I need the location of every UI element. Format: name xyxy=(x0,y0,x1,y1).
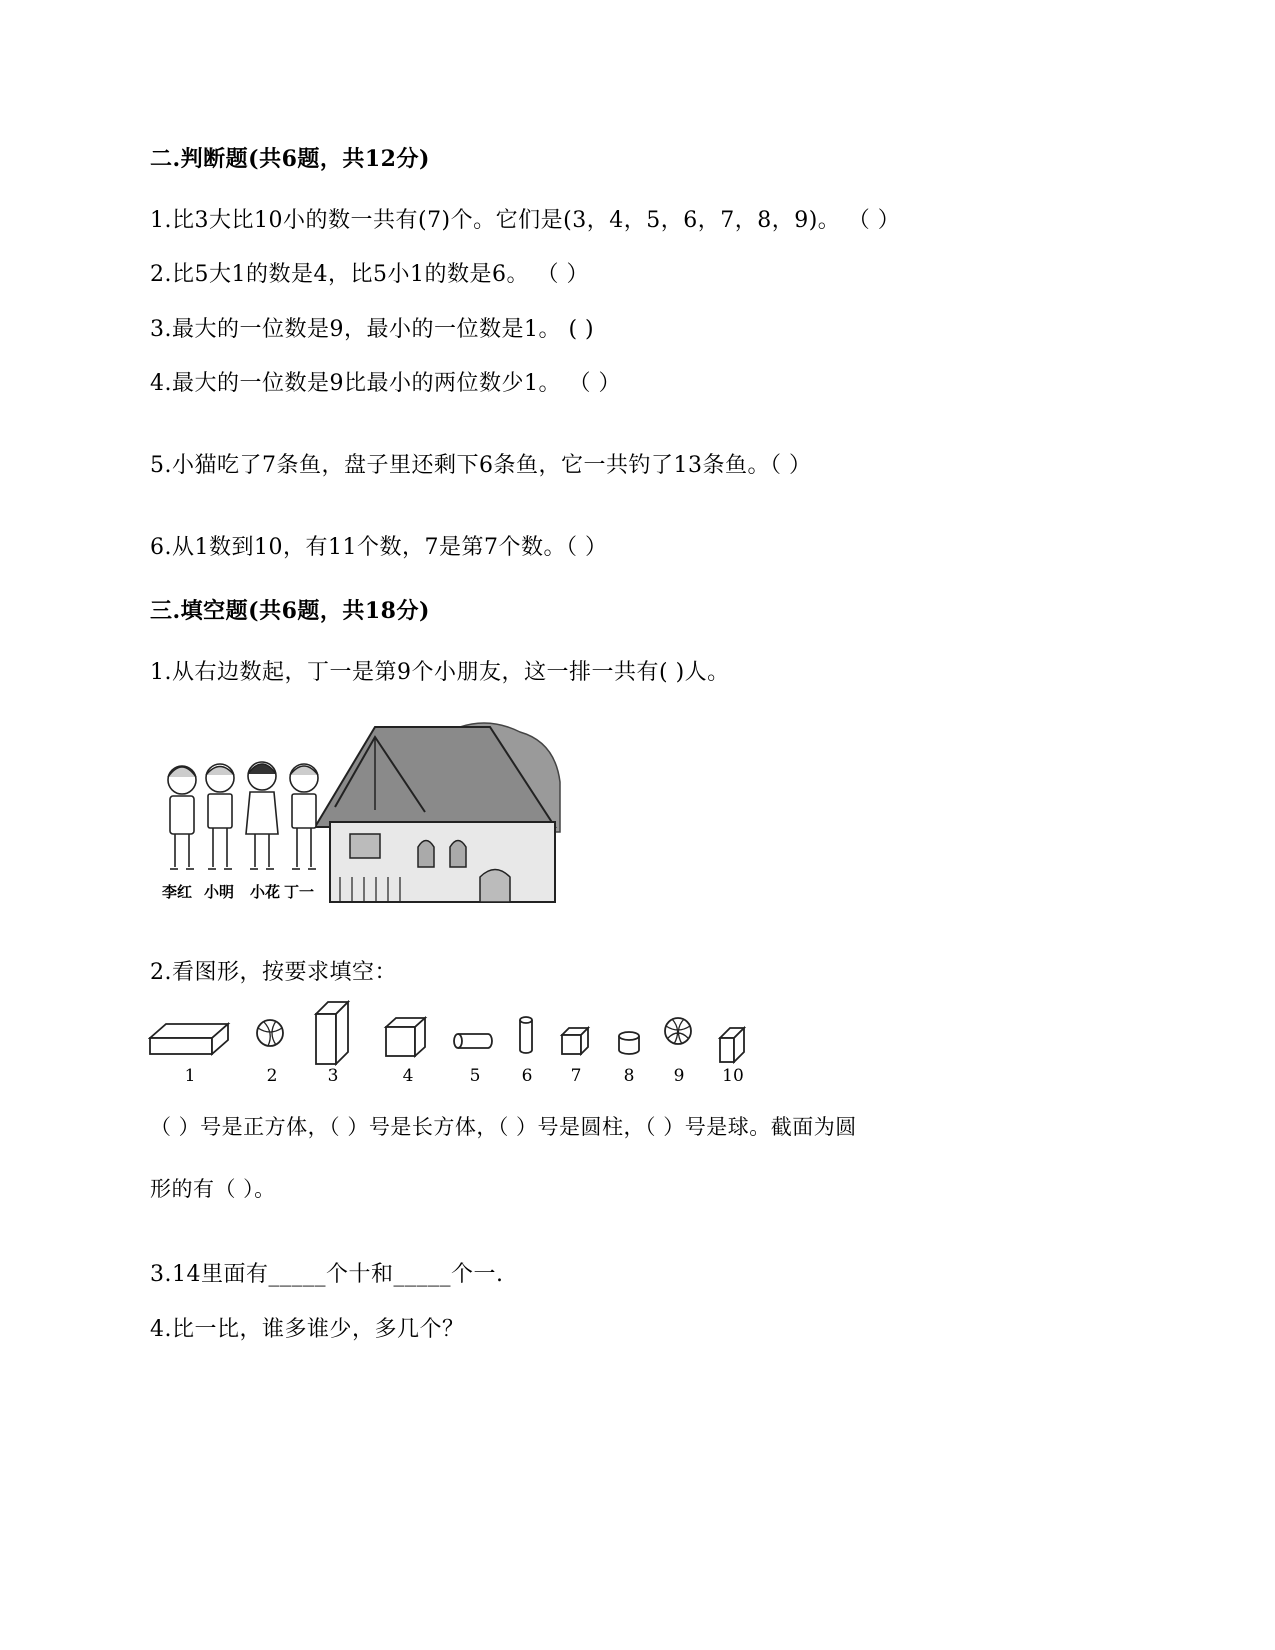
shapes-figure xyxy=(148,1000,768,1092)
shape-label-4: 4 xyxy=(402,1066,414,1086)
fill-question-1: 1.从右边数起，丁一是第9个小朋友，这一排一共有( )人。 xyxy=(150,660,730,685)
shape-4-cube xyxy=(386,1018,425,1056)
judge-question-4: 4.最大的一位数是9比最小的两位数少1。 （ ） xyxy=(150,371,621,396)
shape-1-cuboid xyxy=(150,1024,228,1054)
shape-10-small-cuboid xyxy=(720,1028,744,1062)
shape-3-tall-cuboid xyxy=(316,1002,348,1064)
shape-7-small-cube xyxy=(562,1028,588,1054)
shape-label-5: 5 xyxy=(469,1066,481,1086)
children-house-illustration xyxy=(160,722,565,907)
judge-question-1: 1.比3大比10小的数一共有(7)个。它们是(3，4，5，6，7，8，9)。 （ ） xyxy=(150,208,901,233)
judge-question-6: 6.从1数到10，有11个数，7是第7个数。（ ） xyxy=(150,535,608,560)
shape-label-6: 6 xyxy=(521,1066,533,1086)
shapes-drawing xyxy=(148,1000,768,1070)
shape-6-vertical-cylinder xyxy=(520,1017,532,1053)
child-name-2: 小明 xyxy=(204,883,235,901)
shape-label-2: 2 xyxy=(266,1066,278,1086)
judge-question-2: 2.比5大1的数是4，比5小1的数是6。 （ ） xyxy=(150,262,589,287)
shape-label-9: 9 xyxy=(673,1066,685,1086)
shape-8-short-cylinder xyxy=(619,1032,639,1054)
fill-question-4: 4.比一比，谁多谁少，多几个？ xyxy=(150,1317,465,1342)
section3-title: 三.填空题(共6题，共18分) xyxy=(150,598,430,624)
section2-title: 二.判断题(共6题，共12分) xyxy=(150,146,430,172)
fill-question-3: 3.14里面有_____个十和_____个一. xyxy=(150,1262,504,1287)
children-house-drawing xyxy=(160,722,565,907)
shape-label-10: 10 xyxy=(722,1066,744,1086)
fill-question-2-blanks-line2: 形的有（ ）。 xyxy=(150,1177,276,1201)
shape-label-7: 7 xyxy=(570,1066,582,1086)
child-name-4: 丁一 xyxy=(284,883,315,901)
child-name-3: 小花 xyxy=(250,883,281,901)
shape-label-3: 3 xyxy=(327,1066,339,1086)
shape-2-ball xyxy=(257,1020,283,1046)
shape-label-1: 1 xyxy=(184,1066,196,1086)
judge-question-3: 3.最大的一位数是9，最小的一位数是1。 ( ) xyxy=(150,317,595,342)
child-name-1: 李红 xyxy=(162,883,193,901)
fill-question-2: 2.看图形，按要求填空： xyxy=(150,960,397,985)
judge-question-5: 5.小猫吃了7条鱼，盘子里还剩下6条鱼，它一共钓了13条鱼。（ ） xyxy=(150,453,812,478)
fill-question-2-blanks-line1: （ ）号是正方体，（ ）号是长方体，（ ）号是圆柱，（ ）号是球。截面为圆 xyxy=(150,1115,857,1139)
shape-9-volleyball xyxy=(665,1018,691,1044)
shape-label-8: 8 xyxy=(623,1066,635,1086)
shape-5-horizontal-cylinder xyxy=(454,1034,492,1048)
